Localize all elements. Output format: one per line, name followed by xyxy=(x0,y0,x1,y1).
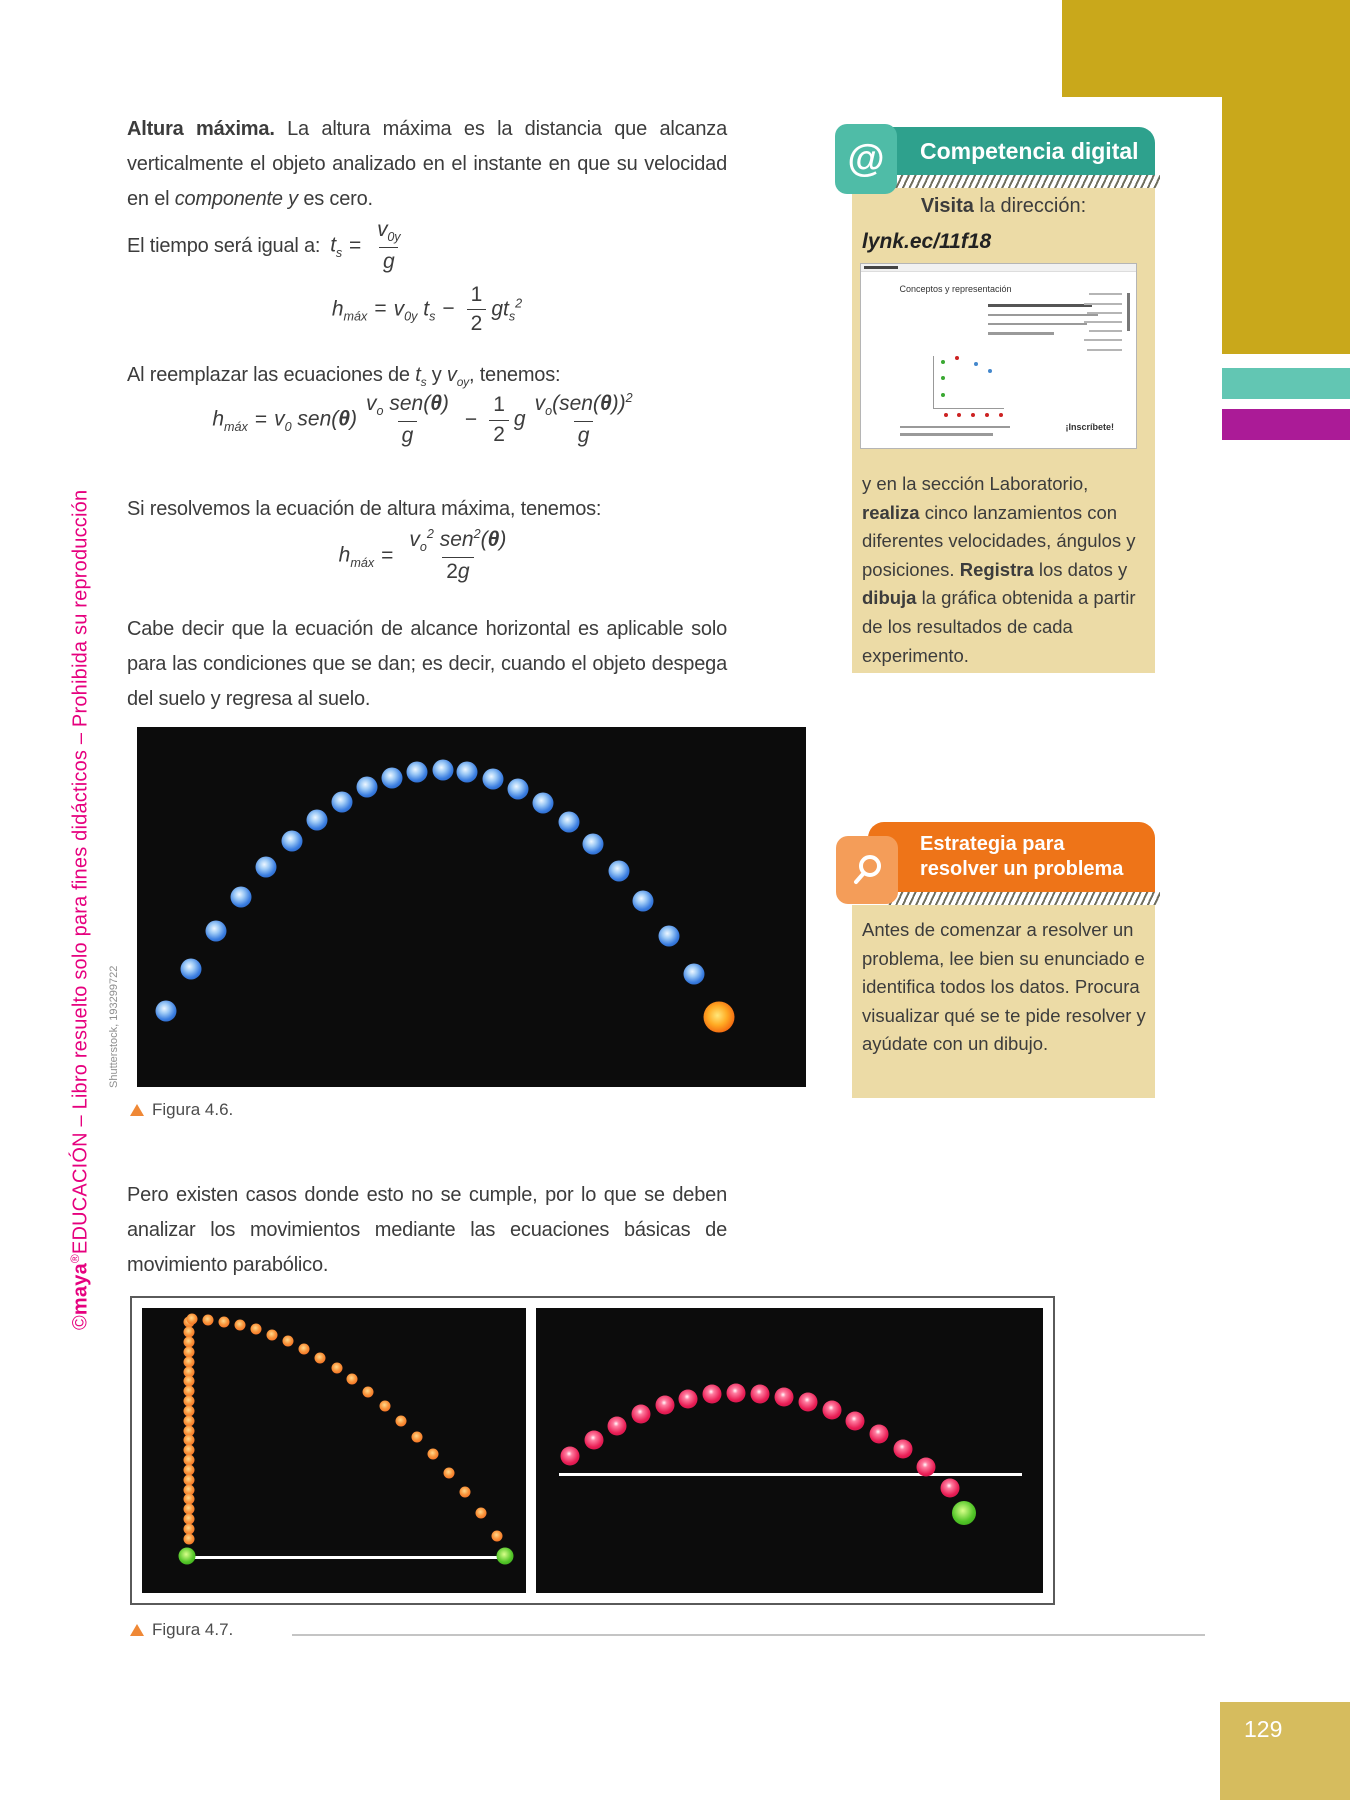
strobe-ball xyxy=(846,1411,865,1430)
strobe-ball xyxy=(774,1387,793,1406)
thumb-sidebar-line xyxy=(1089,293,1122,295)
strobe-ball xyxy=(231,887,252,908)
thumb-chart-dot xyxy=(957,413,961,417)
thumb-chart-dot xyxy=(941,360,945,364)
caption-triangle-icon xyxy=(130,1624,144,1636)
strobe-ball xyxy=(798,1393,817,1412)
strobe-ball xyxy=(178,1547,195,1564)
competencia-body: y en la sección Laboratorio, realiza cinco lanzamientos con diferentes velocidades, ángulos y posiciones. Registra los datos y dibuja la gráfica obtenida a partir de los resultados de cada experimento. xyxy=(862,473,1136,666)
thumb-text-line xyxy=(988,332,1054,335)
figure-4-6-strobe-photo xyxy=(137,727,806,1087)
deco-gold-column xyxy=(1222,0,1350,354)
strobe-ball xyxy=(583,834,604,855)
strobe-ball xyxy=(584,1430,603,1449)
page-number-block xyxy=(1220,1702,1350,1800)
figure-4-7-right-panel xyxy=(536,1308,1043,1593)
strobe-ball xyxy=(331,1362,342,1373)
strobe-ball xyxy=(750,1384,769,1403)
strobe-ball xyxy=(363,1387,374,1398)
strobe-ball xyxy=(457,762,478,783)
thumb-chart-dot xyxy=(941,376,945,380)
strobe-ball xyxy=(155,1001,176,1022)
strobe-ball xyxy=(235,1319,246,1330)
thumb-chart-y-axis xyxy=(933,356,934,408)
strobe-ball xyxy=(411,1431,422,1442)
paragraph-tiempo xyxy=(127,205,409,287)
strobe-ball xyxy=(357,777,378,798)
competencia-title: Competencia digital xyxy=(920,138,1139,164)
paragraph-pero-existen: Pero existen casos donde esto no se cumple, por lo que se deben analizar los movimientos mediante las ecuaciones básicas de movimiento parabólico. xyxy=(127,1184,727,1276)
strobe-ball xyxy=(395,1415,406,1426)
ground-line xyxy=(179,1556,513,1559)
figure-4-7-caption-text: Figura 4.7. xyxy=(152,1620,234,1639)
strobe-ball xyxy=(704,1001,735,1032)
equation-ts: $t_s$ = $\frac{v_{0y}}{g}$ xyxy=(330,216,409,276)
strobe-ball xyxy=(331,791,352,812)
strobe-ball xyxy=(443,1467,454,1478)
strobe-ball xyxy=(679,1389,698,1408)
thumb-chart-dot xyxy=(985,413,989,417)
strobe-ball xyxy=(492,1530,503,1541)
strobe-ball xyxy=(203,1314,214,1325)
estrategia-header xyxy=(868,822,1155,892)
deco-teal-bar xyxy=(1222,368,1350,399)
competencia-hatch-strip xyxy=(888,175,1160,188)
thumb-chart-dot xyxy=(955,356,959,360)
thumb-page-title: Conceptos y representación xyxy=(899,284,1012,295)
strobe-ball xyxy=(267,1329,278,1340)
thumb-text-line xyxy=(900,426,1010,429)
equation-hmax-3: $h_{máx}$ = $\frac{v_o^2 sen^2(\theta)}{2g}$ xyxy=(127,526,727,586)
thumb-sidebar-line xyxy=(1087,349,1123,351)
caption-rule xyxy=(292,1634,1205,1636)
figure-4-7 xyxy=(130,1296,1055,1605)
thumb-text-line xyxy=(900,433,994,436)
thumb-text-line xyxy=(988,323,1087,326)
figure-4-7-left-panel xyxy=(142,1308,526,1593)
strobe-ball xyxy=(306,809,327,830)
strobe-ball xyxy=(256,857,277,878)
strobe-ball xyxy=(917,1458,936,1477)
strobe-ball xyxy=(205,921,226,942)
strobe-ball xyxy=(427,1449,438,1460)
figure-4-6-caption-text: Figura 4.6. xyxy=(152,1100,234,1119)
visita-line: Visita la dirección: xyxy=(920,195,1087,217)
strobe-ball xyxy=(560,1447,579,1466)
thumb-chart-x-axis xyxy=(933,408,1005,409)
estrategia-hatch-strip xyxy=(888,892,1160,905)
equation-hmax-2: $h_{máx} = v_0$ sen(θ) $\frac{v_o sen(\theta)}{g}$ − $\frac{1}{2}$ g $\frac{v_o(sen(\theta))^2}{g}$ xyxy=(127,390,727,450)
strobe-ball xyxy=(658,925,679,946)
strobe-ball xyxy=(608,860,629,881)
strobe-ball xyxy=(347,1374,358,1385)
paragraph-cabe-decir: Cabe decir que la ecuación de alcance horizontal es aplicable solo para las condiciones que se dan; es decir, cuando el objeto despega del suelo y regresa al suelo. xyxy=(127,618,727,710)
thumb-cta: ¡Inscríbete! xyxy=(1065,422,1114,433)
thumb-sidebar-line xyxy=(1089,330,1122,332)
estrategia-title-line2: resolver un problema xyxy=(920,858,1124,880)
thumb-chart-dot xyxy=(944,413,948,417)
strobe-ball xyxy=(475,1508,486,1519)
thumb-sidebar-line xyxy=(1084,339,1123,341)
strobe-ball xyxy=(184,1533,195,1544)
thumb-text-line xyxy=(988,314,1098,317)
website-thumbnail xyxy=(860,263,1137,449)
paragraph-reemplazar: Al reemplazar las ecuaciones de $t_s$ y $v_{oy}$, tenemos: xyxy=(127,364,561,389)
thumb-chart-dot xyxy=(974,362,978,366)
thumb-text-line xyxy=(988,304,1093,307)
strobe-ball xyxy=(381,767,402,788)
strobe-ball xyxy=(219,1316,230,1327)
paragraph-resolvemos: Si resolvemos la ecuación de altura máxima, tenemos: xyxy=(127,498,602,520)
strobe-ball xyxy=(459,1487,470,1498)
thumb-chart-dot xyxy=(971,413,975,417)
thumb-chart-dot xyxy=(988,369,992,373)
strobe-ball xyxy=(432,760,453,781)
thumb-browser-bar xyxy=(861,264,1136,272)
strobe-ball xyxy=(407,762,428,783)
strobe-ball xyxy=(727,1383,746,1402)
strobe-ball xyxy=(482,768,503,789)
equation-hmax-1: $h_{máx} = v_{0y}$ $t_s$ − $\frac{1}{2}$ $gt_s^2$ xyxy=(127,281,727,339)
strobe-ball xyxy=(558,812,579,833)
at-icon: @ xyxy=(835,124,897,194)
strobe-ball xyxy=(893,1440,912,1459)
strobe-ball xyxy=(952,1501,976,1525)
thumb-chart-dot xyxy=(999,413,1003,417)
photo-credit: Shutterstock, 193299722 xyxy=(108,965,120,1088)
strobe-ball xyxy=(608,1416,627,1435)
competencia-header xyxy=(868,127,1155,175)
deco-magenta-bar xyxy=(1222,409,1350,440)
paragraph-altura-maxima: Altura máxima. La altura máxima es la distancia que alcanza verticalmente el objeto analizado en el instante en que su velocidad en el componente y es cero. xyxy=(127,118,727,210)
thumb-sidebar-line xyxy=(1084,321,1123,323)
strobe-ball xyxy=(315,1352,326,1363)
strobe-ball xyxy=(299,1343,310,1354)
figure-4-6-caption xyxy=(130,1100,233,1120)
thumb-scrollbar[interactable] xyxy=(1127,293,1130,331)
copyright-vertical: ©maya®EDUCACIÓN – Libro resuelto solo para fines didácticos – Prohibida su reproducción xyxy=(68,489,92,1330)
strobe-ball xyxy=(703,1385,722,1404)
strobe-ball xyxy=(497,1547,514,1564)
strobe-ball xyxy=(186,1314,197,1325)
strobe-ball xyxy=(633,891,654,912)
tiempo-label: El tiempo será igual a: xyxy=(127,234,321,257)
strobe-ball xyxy=(533,793,554,814)
thumb-sidebar-line xyxy=(1084,303,1123,305)
strobe-ball xyxy=(283,1336,294,1347)
strobe-ball xyxy=(941,1478,960,1497)
strobe-ball xyxy=(181,959,202,980)
strobe-ball xyxy=(250,1324,261,1335)
strobe-ball xyxy=(379,1400,390,1411)
strobe-ball xyxy=(632,1405,651,1424)
thumb-chart-dot xyxy=(941,393,945,397)
lynk-url-link[interactable]: lynk.ec/11f18 xyxy=(862,230,992,253)
strobe-ball xyxy=(683,964,704,985)
figure-4-7-caption xyxy=(130,1620,233,1640)
ground-line xyxy=(559,1473,1023,1476)
strobe-ball xyxy=(507,778,528,799)
strobe-ball xyxy=(869,1424,888,1443)
strobe-ball xyxy=(281,831,302,852)
thumb-sidebar-line xyxy=(1087,312,1123,314)
strobe-ball xyxy=(656,1396,675,1415)
page-number: 129 xyxy=(1244,1716,1283,1742)
magnifier-icon xyxy=(836,836,898,904)
strobe-ball xyxy=(822,1401,841,1420)
estrategia-body: Antes de comenzar a resolver un problema, lee bien su enunciado e identifica todos los datos. Procura visualizar qué se te pide resolver y ayúdate con un dibujo. xyxy=(862,919,1146,1055)
estrategia-title-line1: Estrategia para xyxy=(920,833,1065,855)
caption-triangle-icon xyxy=(130,1104,144,1116)
